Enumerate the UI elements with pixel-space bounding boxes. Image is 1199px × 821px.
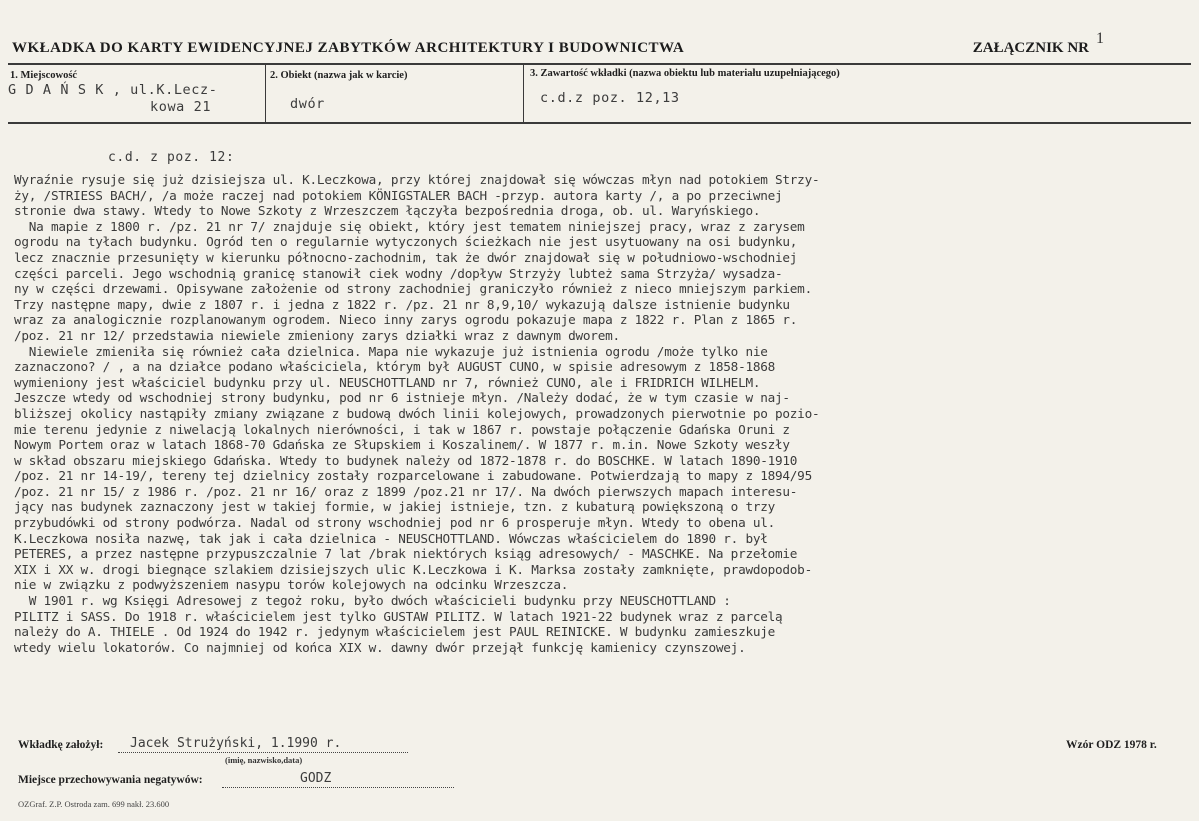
field-divider-1	[265, 64, 266, 122]
storage-dotline	[222, 787, 454, 788]
body-line: XIX i XX w. drogi biegnące szlakiem dzisiejszych ulic K.Leczkowa i K. Marksa zostały zamknięte, prawdopodob-	[14, 561, 812, 577]
body-line: bliższej okolicy nastąpiły zmiany związane z budową dwóch linii kolejowych, prowadzonych pierwotnie po pozio-	[14, 405, 820, 421]
body-line: PILITZ i SASS. Do 1918 r. właścicielem jest tylko GUSTAW PILITZ. W latach 1921-22 budynek wraz z parcelą	[14, 608, 783, 624]
body-line: PETERES, a przez następne przypuszczalnie 7 lat /brak niektórych ksiąg adresowych/ - MASCHKE. Na przełomie	[14, 546, 798, 562]
body-line: nie w związku z podwyższeniem nasypu torów kolejowych na odcinku Wrzeszcza.	[14, 577, 569, 593]
content-value: c.d.z poz. 12,13	[540, 90, 680, 106]
prepared-label: Wkładkę założył:	[18, 739, 104, 751]
annex-label: ZAŁĄCZNIK NR	[972, 40, 1089, 56]
prepared-hint: (imię, nazwisko,data)	[225, 755, 303, 765]
body-line: /poz. 21 nr 12/ przedstawia niewiele zmieniony zarys działki wraz z dawnym dworem.	[14, 327, 620, 343]
body-line: zaznaczono? / , a na działce podano właściciela, którym był AUGUST CUNO, w spisie adresowym z 1858-1868	[14, 359, 776, 375]
locality-value-line1: G D A Ń S K , ul.K.Lecz-	[8, 82, 218, 98]
body-line: lecz znacznie przesunięty w kierunku północno-zachodnim, tak że dwór znajdował się w południowo-wschodniej	[14, 249, 798, 265]
header-rule	[8, 63, 1191, 65]
annex-number: 1	[1096, 30, 1104, 47]
fields-bottom-rule	[8, 122, 1191, 124]
body-line: K.Leczkowa nosiła nazwę, tak jak i cała dzielnica - NEUSCHOTTLAND. Wówczas właścicielem do 1890 r. był	[14, 530, 768, 546]
model-label: Wzór ODZ 1978 r.	[1066, 739, 1157, 751]
body-line: Nowym Portem oraz w latach 1868-70 Gdańska ze Słupskiem i Koszalinem/. W 1877 r. m.in. Nowe Szkoty weszły	[14, 437, 790, 453]
body-line: wymieniony jest właściciel budynku przy ul. NEUSCHOTTLAND nr 7, również CUNO, ale i FRIDRICH WILHELM.	[14, 374, 761, 390]
body-text	[14, 172, 1189, 655]
body-line: ży, /STRIESS BACH/, /a może raczej nad potokiem KÖNIGSTALER BACH -przyp. autora karty /, a po przeciwnej	[14, 187, 783, 203]
object-label: 2. Obiekt (nazwa jak w karcie)	[270, 70, 408, 81]
locality-value-line2: kowa 21	[150, 99, 212, 115]
prepared-value: Jacek Strużyński, 1.1990 r.	[130, 736, 342, 751]
body-line: przybudówki od strony podwórza. Nadal od strony wschodniej pod nr 6 prosperuje młyn. Wtedy to obena ul.	[14, 515, 776, 531]
body-line: wraz za analogicznie rozplanowanym ogrodem. Nieco inny zarys ogrodu pokazuje mapa z 1822 r. Plan z 1865 r.	[14, 312, 798, 328]
body-line: /poz. 21 nr 15/ z 1986 r. /poz. 21 nr 16/ oraz z 1899 /poz.21 nr 17/. Na dwóch pierwszych mapach interesu-	[14, 483, 798, 499]
storage-value: GODZ	[300, 771, 332, 786]
prepared-dotline	[118, 752, 408, 753]
field-divider-2	[523, 64, 524, 122]
body-line: stronie dwa stawy. Wtedy to Nowe Szkoty z Wrzeszczem łączyła bezpośrednia droga, ob. ul. Waryńskiego.	[14, 203, 761, 219]
body-line: Niewiele zmieniła się również cała dzielnica. Mapa nie wykazuje już istnienia ogrodu /może tylko nie	[14, 343, 768, 359]
body-line: Trzy następne mapy, dwie z 1807 r. i jedna z 1822 r. /pz. 21 nr 8,9,10/ wykazują dalsze istnienie budynku	[14, 296, 790, 312]
body-line: mie terenu jedynie z niwelacją lokalnych nierówności, i tak w 1867 r. powstaje połączenie Gdańska Oruni z	[14, 421, 790, 437]
body-line: jący nas budynek zaznaczony jest w takiej formie, w jakiej istnieje, tzn. z kubaturą powiększoną o trzy	[14, 499, 776, 515]
body-line: Jeszcze wtedy od wschodniej strony budynku, pod nr 6 istnieje młyn. /Należy dodać, że w tym czasie w naj-	[14, 390, 790, 406]
body-line: wtedy wielu lokatorów. Co najmniej od końca XIX w. dawny dwór przejął funkcję kamienicy czynszowej.	[14, 639, 746, 655]
body-line: W 1901 r. wg Księgi Adresowej z tegoż roku, było dwóch właścicieli budynku przy NEUSCHOTTLAND :	[14, 593, 731, 609]
print-info: OZGraf. Z.P. Ostroda zam. 699 nakł. 23.600	[18, 799, 170, 809]
body-line: części parceli. Jego wschodnią granicę stanowił ciek wodny /dopływ Strzyży lubteż sama Strzyża/ wysadza-	[14, 265, 783, 281]
body-line: ny w części drzewami. Opisywane założenie od strony zachodniej graniczyło również z nieco mniejszym parkiem.	[14, 281, 812, 297]
body-line: ogrodu na tyłach budynku. Ogród ten o regularnie wytyczonych ścieżkach nie jest usytuowany na osi budynku,	[14, 234, 798, 250]
body-line: należy do A. THIELE . Od 1924 do 1942 r. jedynym właścicielem jest PAUL REINICKE. W budynku zamieszkuje	[14, 624, 776, 640]
storage-label: Miejsce przechowywania negatywów:	[18, 774, 203, 786]
body-intro: c.d. z poz. 12:	[108, 150, 235, 165]
card-title: WKŁADKA DO KARTY EWIDENCYJNEJ ZABYTKÓW ARCHITEKTURY I BUDOWNICTWA	[12, 40, 685, 56]
object-value: dwór	[290, 96, 325, 112]
body-line: Na mapie z 1800 r. /pz. 21 nr 7/ znajduje się obiekt, który jest tematem niniejszej pracy, wraz z zarysem	[14, 218, 805, 234]
body-line: w skład obszaru miejskiego Gdańska. Wtedy to budynek należy od 1872-1878 r. do BOSCHKE. W latach 1890-1910	[14, 452, 798, 468]
body-line: /poz. 21 nr 14-19/, tereny tej dzielnicy zostały rozparcelowane i zabudowane. Potwierdzają to mapy z 1894/95	[14, 468, 812, 484]
locality-label: 1. Miejscowość	[10, 70, 78, 81]
content-label: 3. Zawartość wkładki (nazwa obiektu lub materiału uzupełniającego)	[530, 68, 840, 79]
body-line: Wyraźnie rysuje się już dzisiejsza ul. K.Leczkowa, przy której znajdował się wówczas młyn nad potokiem Strzy-	[14, 172, 820, 187]
